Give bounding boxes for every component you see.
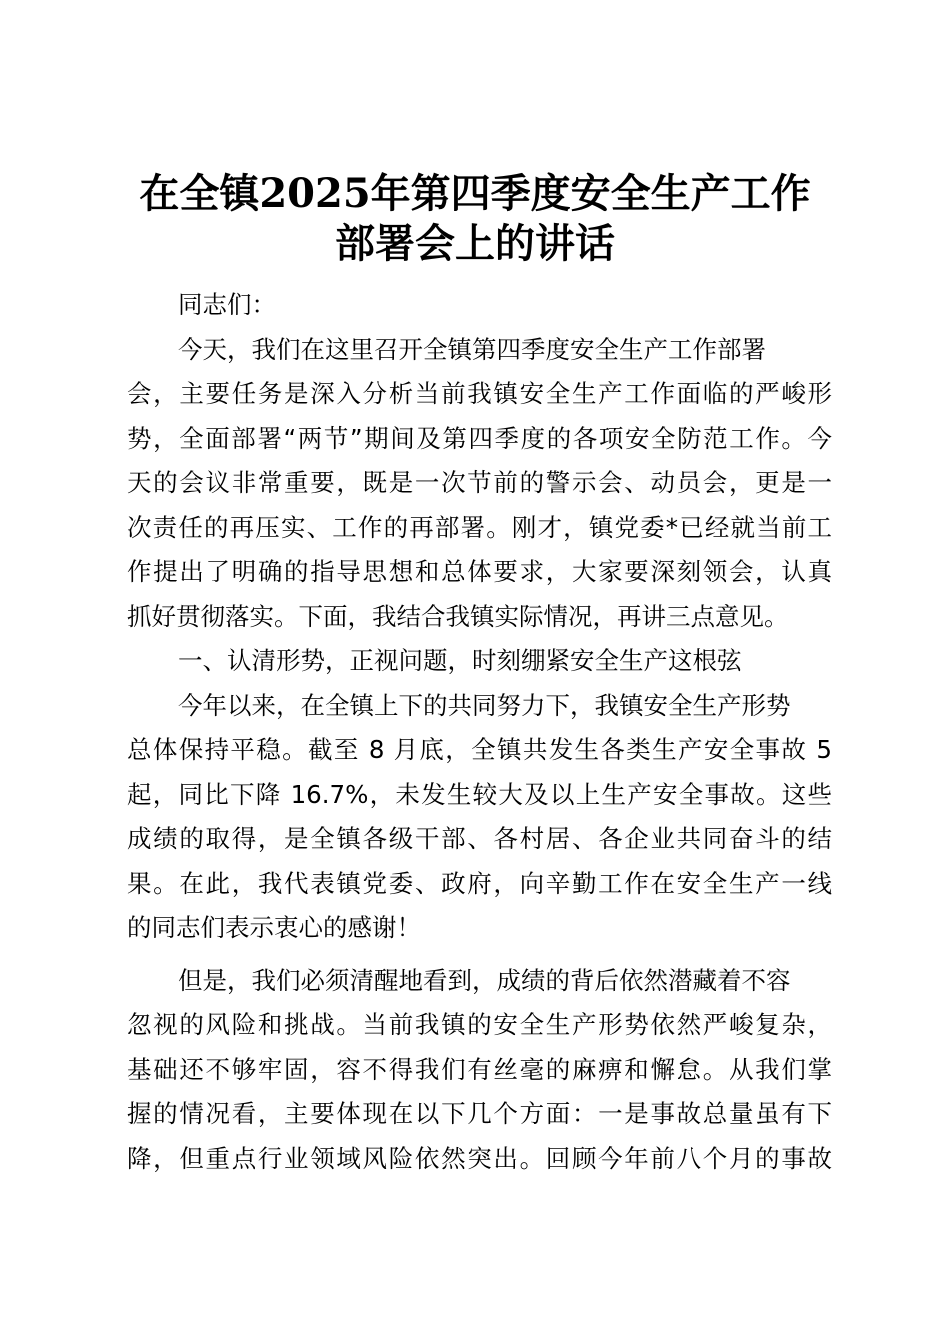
paragraph-line: 总体保持平稳。截至 8 月底，全镇共发生各类生产安全事故 5 — [127, 735, 832, 764]
paragraph-line: 今年以来，在全镇上下的共同努力下，我镇安全生产形势 — [178, 690, 791, 720]
section-heading: 一、认清形势，正视问题，时刻绷紧安全生产这根弦 — [178, 646, 742, 675]
paragraph-line: 势，全面部署“两节”期间及第四季度的各项安全防范工作。今 — [127, 423, 832, 453]
paragraph-line: 起，同比下降 16.7%，未发生较大及以上生产安全事故。这些 — [127, 779, 832, 809]
paragraph-1 — [127, 328, 832, 640]
document-title-line-1: 在全镇2025年第四季度安全生产工作 — [139, 170, 811, 217]
paragraph-line: 会，主要任务是深入分析当前我镇安全生产工作面临的严峻形 — [127, 379, 832, 408]
paragraph-3 — [127, 959, 832, 1182]
paragraph-line: 降，但重点行业领域风险依然突出。回顾今年前八个月的事故 — [127, 1143, 832, 1173]
greeting: 同志们： — [178, 290, 276, 319]
paragraph-line: 的同志们表示衷心的感谢！ — [127, 913, 421, 942]
paragraph-2 — [127, 684, 832, 951]
paragraph-line: 基础还不够牢固，容不得我们有丝毫的麻痹和懈怠。从我们掌 — [127, 1054, 832, 1084]
paragraph-line: 忽视的风险和挑战。当前我镇的安全生产形势依然严峻复杂， — [127, 1010, 832, 1039]
document-body — [127, 283, 832, 1181]
paragraph-line: 次责任的再压实、工作的再部署。刚才，镇党委*已经就当前工 — [127, 512, 832, 542]
paragraph-line: 握的情况看，主要体现在以下几个方面：一是事故总量虽有下 — [127, 1099, 832, 1128]
paragraph-line: 抓好贯彻落实。下面，我结合我镇实际情况，再讲三点意见。 — [127, 601, 789, 631]
document-title-line-2: 部署会上的讲话 — [335, 220, 615, 267]
paragraph-line: 果。在此，我代表镇党委、政府，向辛勤工作在安全生产一线 — [127, 868, 832, 898]
paragraph-spacer — [127, 951, 832, 959]
paragraph-line: 作提出了明确的指导思想和总体要求，大家要深刻领会，认真 — [127, 557, 832, 586]
paragraph-line: 但是，我们必须清醒地看到，成绩的背后依然潜藏着不容 — [178, 965, 791, 995]
paragraph-line: 成绩的取得，是全镇各级干部、各村居、各企业共同奋斗的结 — [127, 824, 832, 853]
paragraph-line: 天的会议非常重要，既是一次节前的警示会、动员会，更是一 — [127, 468, 832, 497]
paragraph-line: 今天，我们在这里召开全镇第四季度安全生产工作部署 — [178, 334, 766, 364]
